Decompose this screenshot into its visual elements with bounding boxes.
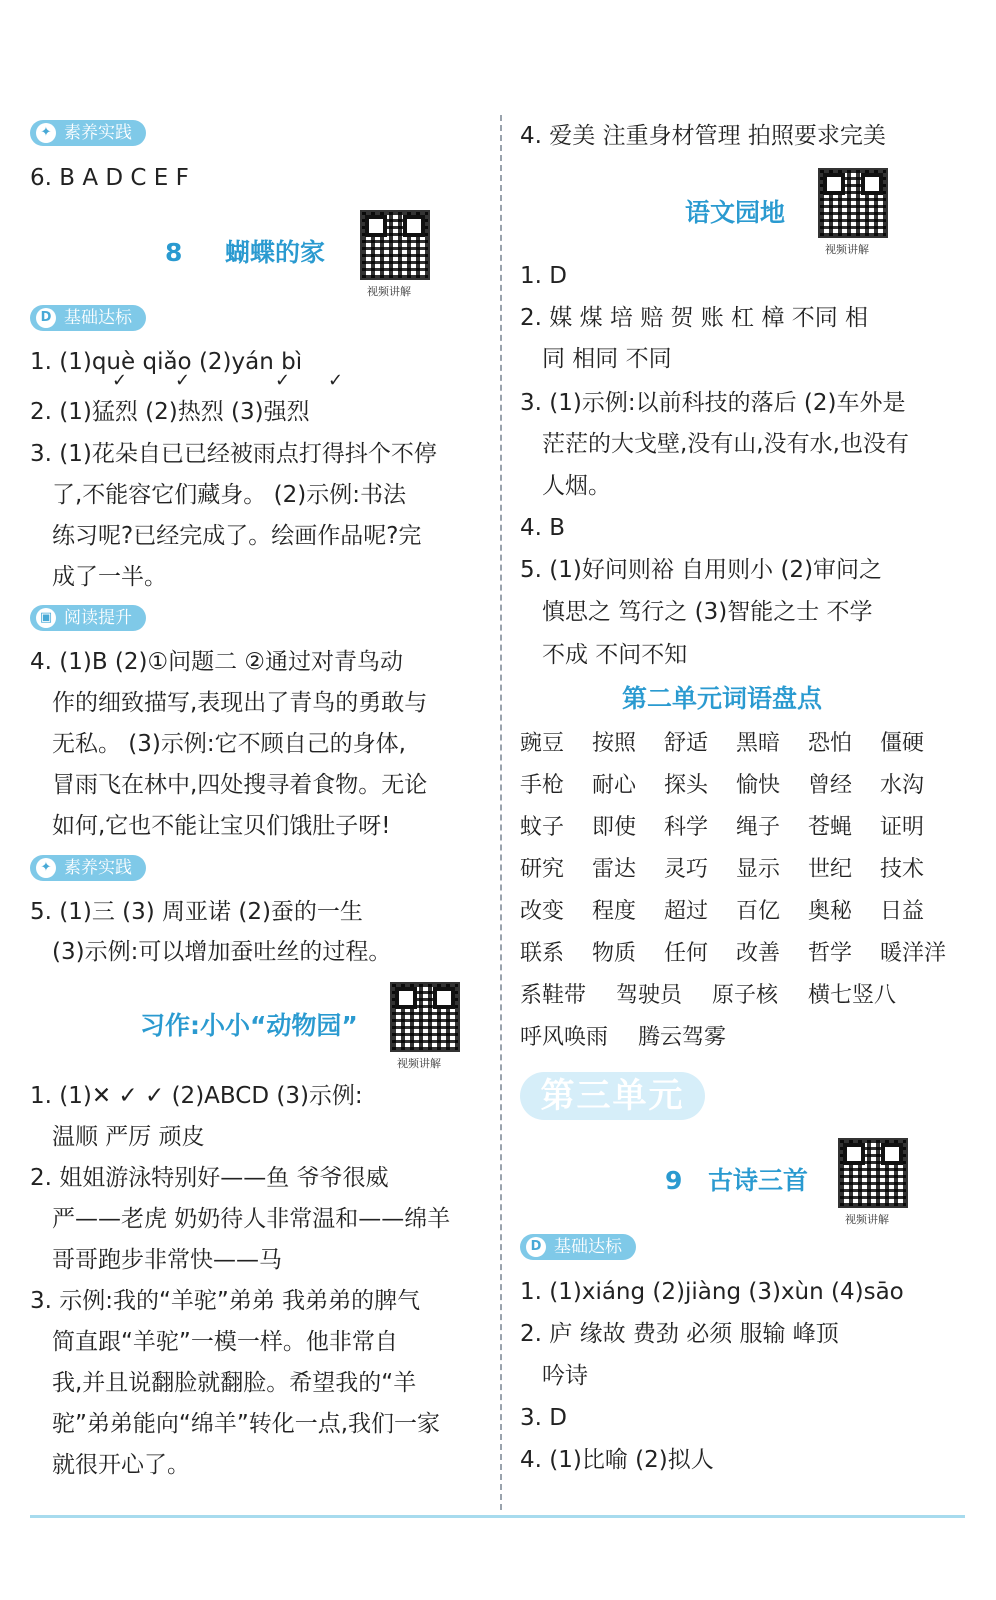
vocab-word: 驾驶员 [616, 983, 683, 1008]
vocab-row [520, 730, 952, 758]
vocab-word: 腾云驾雾 [638, 1025, 727, 1050]
vocab-word: 日益 [880, 899, 925, 924]
answer-l8-q2: 2. (1)猛烈 (2)热烈 (3)强烈 [30, 399, 310, 425]
vocab-word: 任何 [664, 941, 709, 966]
bottom-rule [30, 1515, 965, 1518]
vocab-word: 程度 [592, 899, 637, 924]
section-badge-reading: ▣ 阅读提升 [30, 605, 146, 631]
qr-caption: 视频讲解 [845, 1213, 889, 1226]
vocab-word: 技术 [880, 857, 925, 882]
answer-essay-q3-line2: 简直跟“羊驼”一模一样。他非常自 [52, 1329, 398, 1355]
vocab-word: 暖洋洋 [880, 941, 947, 966]
vocab-word: 奥秘 [808, 899, 853, 924]
vocab-row [520, 1024, 756, 1052]
answer-essay-q1-line1: 1. (1)✕ ✓ ✓ (2)ABCD (3)示例: [30, 1083, 363, 1109]
qr-caption: 视频讲解 [367, 285, 411, 298]
vocab-word: 证明 [880, 815, 925, 840]
answer-l9-q4: 4. (1)比喻 (2)拟人 [520, 1447, 714, 1473]
vocab-word: 黑暗 [736, 731, 781, 756]
check-mark-icon: ✓ [328, 370, 344, 391]
answer-garden-q2-line2: 同 相同 不同 [542, 346, 672, 372]
answer-garden-q3-line2: 茫茫的大戈壁,没有山,没有水,也没有 [542, 431, 909, 457]
book-icon: D [36, 308, 56, 328]
answer-r-q4: 4. 爱美 注重身材管理 拍照要求完美 [520, 123, 886, 149]
answer-essay-q3-line1: 3. 示例:我的“羊驼”弟弟 我弟弟的脾气 [30, 1288, 421, 1314]
vocab-title: 第二单元词语盘点 [622, 684, 823, 713]
answer-l8-q4-line2: 作的细致描写,表现出了青鸟的勇敢与 [52, 690, 428, 716]
answer-essay-q3-line4: 驼”弟弟能向“绵羊”转化一点,我们一家 [52, 1411, 441, 1437]
answer-l8-q3-line2: 了,不能容它们藏身。 (2)示例:书法 [52, 482, 406, 508]
answer-essay-q2-line2: 严——老虎 奶奶待人非常温和——绵羊 [52, 1206, 451, 1232]
vocab-word: 改善 [736, 941, 781, 966]
qr-code-icon[interactable] [818, 168, 888, 238]
answer-l9-q1: 1. (1)xiáng (2)jiàng (3)xùn (4)sāo [520, 1279, 904, 1305]
vocab-word: 恐怕 [808, 731, 853, 756]
answer-l8-q3-line1: 3. (1)花朵自已已经被雨点打得抖个不停 [30, 441, 437, 467]
vocab-word: 横七竖八 [808, 983, 897, 1008]
section-badge-practice: ✦ 素养实践 [30, 855, 146, 881]
lesson-8-title: 蝴蝶的家 [225, 238, 326, 267]
answer-q6: 6. B A D C E F [30, 165, 189, 191]
answer-essay-q3-line5: 就很开心了。 [52, 1452, 190, 1478]
vocab-word: 科学 [664, 815, 709, 840]
vocab-word: 百亿 [736, 899, 781, 924]
vocab-word: 探头 [664, 773, 709, 798]
vocab-word: 水沟 [880, 773, 925, 798]
vocab-word: 曾经 [808, 773, 853, 798]
vocab-word: 耐心 [592, 773, 637, 798]
book-icon: D [526, 1237, 546, 1257]
vocab-word: 系鞋带 [520, 983, 587, 1008]
answer-l8-q4-line5: 如何,它也不能让宝贝们饿肚子呀! [52, 813, 391, 839]
answer-l8-q3-line3: 练习呢?已经完成了。绘画作品呢?完 [52, 523, 422, 549]
vocab-word: 灵巧 [664, 857, 709, 882]
vocab-word: 世纪 [808, 857, 853, 882]
vocab-word: 愉快 [736, 773, 781, 798]
answer-l8-q5-line1: 5. (1)三 (3) 周亚诺 (2)蚕的一生 [30, 899, 363, 925]
vocab-word: 物质 [592, 941, 637, 966]
check-mark-icon: ✓ [112, 370, 128, 391]
essay-title: 习作:小小“动物园” [140, 1011, 358, 1040]
lesson-9-number: 9 [665, 1166, 683, 1195]
vocab-row [520, 772, 952, 800]
vocab-word: 哲学 [808, 941, 853, 966]
column-divider [500, 115, 502, 1510]
vocab-word: 豌豆 [520, 731, 565, 756]
vocab-word: 即使 [592, 815, 637, 840]
answer-essay-q1-line2: 温顺 严厉 顽皮 [52, 1124, 205, 1150]
bulb-icon: ✦ [36, 123, 56, 143]
section-badge-basic: D 基础达标 [520, 1234, 636, 1260]
answer-garden-q3-line1: 3. (1)示例:以前科技的落后 (2)车外是 [520, 390, 906, 416]
unit-3-banner: 第三单元 [520, 1072, 705, 1120]
lesson-8-number: 8 [165, 238, 183, 267]
answer-essay-q2-line1: 2. 姐姐游泳特别好——鱼 爷爷很威 [30, 1165, 389, 1191]
answer-garden-q2-line1: 2. 媒 煤 培 赔 贺 账 杠 樟 不同 相 [520, 305, 869, 331]
answer-garden-q5-line2: 慎思之 笃行之 (3)智能之士 不学 [542, 599, 873, 625]
qr-code-icon[interactable] [390, 982, 460, 1052]
vocab-row [520, 814, 952, 842]
vocab-word: 舒适 [664, 731, 709, 756]
vocab-word: 手枪 [520, 773, 565, 798]
qr-caption: 视频讲解 [825, 243, 869, 256]
answer-l9-q2-line1: 2. 庐 缘故 费劲 必须 服输 峰顶 [520, 1321, 839, 1347]
vocab-word: 呼风唤雨 [520, 1025, 609, 1050]
bulb-icon: ✦ [36, 858, 56, 878]
section-badge-basic: D 基础达标 [30, 305, 146, 331]
vocab-word: 按照 [592, 731, 637, 756]
answer-l8-q4-line4: 冒雨飞在林中,四处搜寻着食物。无论 [52, 772, 428, 798]
qr-code-icon[interactable] [838, 1138, 908, 1208]
check-mark-icon: ✓ [275, 370, 291, 391]
check-mark-icon: ✓ [175, 370, 191, 391]
vocab-word: 联系 [520, 941, 565, 966]
answer-l8-q5-line2: (3)示例:可以增加蚕吐丝的过程。 [52, 939, 392, 965]
vocab-word: 蚊子 [520, 815, 565, 840]
qr-code-icon[interactable] [360, 210, 430, 280]
book-icon: ▣ [36, 608, 56, 628]
answer-essay-q2-line3: 哥哥跑步非常快——马 [52, 1247, 282, 1273]
answer-garden-q3-line3: 人烟。 [542, 473, 611, 499]
vocab-word: 显示 [736, 857, 781, 882]
answer-l8-q4-line3: 无私。 (3)示例:它不顾自己的身体, [52, 731, 406, 757]
vocab-row [520, 898, 952, 926]
vocab-row [520, 856, 952, 884]
vocab-row [520, 982, 896, 1010]
garden-title: 语文园地 [685, 198, 786, 227]
vocab-word: 研究 [520, 857, 565, 882]
vocab-word: 雷达 [592, 857, 637, 882]
answer-essay-q3-line3: 我,并且说翻脸就翻脸。希望我的“羊 [52, 1370, 417, 1396]
lesson-9-title: 古诗三首 [708, 1166, 809, 1195]
vocab-word: 苍蝇 [808, 815, 853, 840]
answer-garden-q4: 4. B [520, 515, 566, 541]
answer-garden-q5-line1: 5. (1)好问则裕 自用则小 (2)审问之 [520, 557, 883, 583]
vocab-word: 僵硬 [880, 731, 925, 756]
vocab-word: 改变 [520, 899, 565, 924]
vocab-row [520, 940, 952, 968]
qr-caption: 视频讲解 [397, 1057, 441, 1070]
answer-l9-q2-line2: 吟诗 [542, 1363, 588, 1389]
section-badge-practice: ✦ 素养实践 [30, 120, 146, 146]
answer-garden-q1: 1. D [520, 263, 567, 289]
answer-l9-q3: 3. D [520, 1405, 567, 1431]
answer-l8-q3-line4: 成了一半。 [52, 564, 167, 590]
answer-garden-q5-line3: 不成 不问不知 [542, 642, 688, 668]
vocab-word: 超过 [664, 899, 709, 924]
answer-l8-q4-line1: 4. (1)B (2)①问题二 ②通过对青鸟动 [30, 649, 404, 675]
vocab-word: 绳子 [736, 815, 781, 840]
vocab-word: 原子核 [712, 983, 779, 1008]
answer-l8-q1: 1. (1)què qiǎo (2)yán bì [30, 349, 303, 375]
